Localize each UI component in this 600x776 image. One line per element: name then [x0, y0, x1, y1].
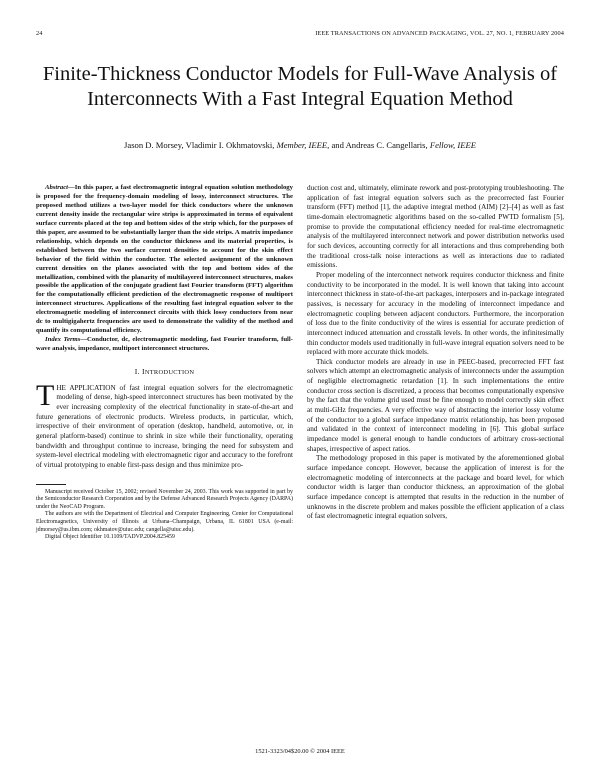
footnote-affiliation: The authors are with the Department of Electrical and Computer Engineering, Center for Computational Electromagnetics, University of Illinois at Urbana–Champaign, Urbana, IL 61801 USA (e-mail: jdmorsey@us.ibm.com; okhmatov@uiuc.edu; cangella@uiuc.edu).: [36, 511, 293, 533]
left-column: [36, 184, 293, 542]
index-terms-label: Index Terms—: [45, 336, 88, 344]
author-line: [36, 140, 564, 150]
intro-paragraph: [36, 378, 293, 471]
paper-title: Finite-Thickness Conductor Models for Full-Wave Analysis of Interconnects With a Fast Integral Equation Method: [42, 63, 558, 110]
footnote-manuscript: Manuscript received October 15, 2002; revised November 24, 2003. This work was supported in part by the Semiconductor Research Corporation and by the Defense Advanced Research Projects Agency (DARPA) under the NeoCAD Program.: [36, 488, 293, 510]
right-column: [307, 184, 564, 522]
footnote-rule: [36, 484, 66, 485]
copyright-footer: 1521-3323/04$20.00 © 2004 IEEE: [255, 748, 345, 755]
fellow-designation: Fellow, IEEE: [429, 140, 476, 150]
body-paragraph: Thick conductor models are already in use in PEEC-based, precorrected FFT fast solvers which attempt an electromagnetic analysis of interconnects under the assumption of negligible electromagnetic retardation [1]. In such implementations the entire conductor cross section is discretized, a process that becomes computationally expensive by the fact that the volume grid used must be fine enough to model correctly skin effect at multi-GHz frequencies. A very effective way of abstracting the interior lossy volume of the conductor to a global surface impedance matrix relationship, has been proposed and validated in the context of interconnect modeling in [6]. This global surface impedance model is general enough to handle conductors of arbitrary cross-sectional shapes, irrespective of aspect ratios.: [307, 357, 564, 453]
drop-cap: T: [36, 378, 55, 412]
section-heading: [36, 367, 293, 378]
index-terms-text: Conductor, dc, electromagnetic modeling, fast Fourier transform, full-wave analysis, impedance, multiport interconnect structures.: [36, 336, 293, 353]
author-names: Jason D. Morsey, Vladimir I. Okhmatovski,: [124, 140, 275, 150]
body-paragraph: Proper modeling of the interconnect network requires conductor thickness and finite conductivity to be incorporated in the model. It is well known that taking into account interconnect thickness in state-of-the-art packages, interposers and in-package integrated passives, is necessary for accuracy in the modeling of interconnect impedance and electromagnetic coupling between adjacent conductors. Furthermore, the incorporation of loss due to the finite conductivity of the wires is essential for accurate prediction of interconnect induced attenuation and crosstalk levels. In other words, the infinitesimally thin conductor models used traditionally in full-wave integral equation solvers need to be replaced with more accurate thick models.: [307, 270, 564, 357]
section-title-rest: NTRODUCTION: [144, 369, 195, 377]
abstract: [36, 184, 293, 336]
member-designation: Member, IEEE,: [276, 140, 330, 150]
author-last: and Andreas C. Cangellaris,: [331, 140, 428, 150]
footnotes: [36, 489, 293, 542]
journal-header: IEEE TRANSACTIONS ON ADVANCED PACKAGING, VOL. 27, NO. 1, FEBRUARY 2004: [315, 30, 564, 37]
body-paragraph: The methodology proposed in this paper is motivated by the aforementioned global surface impedance concept. However, because the application of interest is for the electromagnetic modeling of interconnects at the package and board level, for which conductor width is larger than conductor thickness, an approximation of the global surface impedance concept is attempted that results in the reduction in the number of unknowns in the discrete problem and makes possible the efficient application of a class of fast electromagnetic integral equation solvers,: [307, 454, 564, 521]
footnote-doi: Digital Object Identifier 10.1109/TADVP.2004.825459: [45, 534, 175, 541]
intro-text: of fast integral equation solvers for the electromagnetic modeling of dense, high-speed interconnect structures has been motivated by the ever increasing complexity of the electrical functionality in state-of-the-art and future generations of electronic products. Wireless products, in particular, which, irrespective of their environment of operation (desktop, handheld, automotive, or, in general platform-based) continue to shrink in size while their functionality, operating bandwidth and throughput continue to increase, bringing the need for subsystem and system-level electrical modeling with electromagnetic rigor and accuracy to the forefront of virtual prototyping to enable first-pass design and thus minimize pro-: [36, 383, 293, 470]
intro-lead: HE APPLICATION: [56, 383, 116, 392]
abstract-label: Abstract—: [45, 184, 75, 191]
page-number: 24: [36, 30, 43, 37]
section-initial: I: [141, 367, 145, 377]
section-numeral: I.: [134, 367, 140, 377]
running-header: [36, 30, 564, 42]
body-paragraph: duction cost and, ultimately, eliminate rework and post-prototyping troubleshooting. The application of fast integral equation solvers such as the precorrected fast Fourier transform (FFT) method [1], the adaptive integral method (AIM) [2]–[4] as well as fast time-domain electromagnetic algorithms based on the so-called PWTD formalism [5], promise to provide the computational efficiency needed for real-time electromagnetic analysis of the multilayered interconnect network and power distribution networks used for such devices, accounting correctly for all interactions and thus comprehending both the traditional cross-talk noise interactions as well as interactions due to radiated emissions.: [307, 184, 564, 270]
abstract-text: In this paper, a fast electromagnetic integral equation solution methodology is proposed for the frequency-domain modeling of lossy, interconnect structures. The proposed method utilizes a two-layer model for thick conductors where the unknown current density inside the rectangular wire strips is approximated in terms of equivalent surface currents placed at the top and bottom sides of the strip which, for the purposes of this paper, are assumed to be substantially larger than the side strips. A matrix impedance relationship, which depends on the conductor thickness and its material properties, is established between the two surface current densities to account for the skin effect behavior of the field within the conductor. The selected assignment of the unknown current densities on the planes associated with the top and bottom sides of the metallization, combined with the planarity of multilayered interconnect structures, makes possible the application of the conjugate gradient fast Fourier transform (FFT) algorithm for the computationally efficient prediction of the electromagnetic response of multiport interconnect structures. Applications of the resulting fast integral equation solver to the electromagnetic modeling of interconnect circuits with thick lossy conductors from near dc to multigigahertz frequencies are used to demonstrate the validity of the method and quantify its computational efficiency.: [36, 184, 293, 335]
index-terms: [36, 336, 293, 354]
